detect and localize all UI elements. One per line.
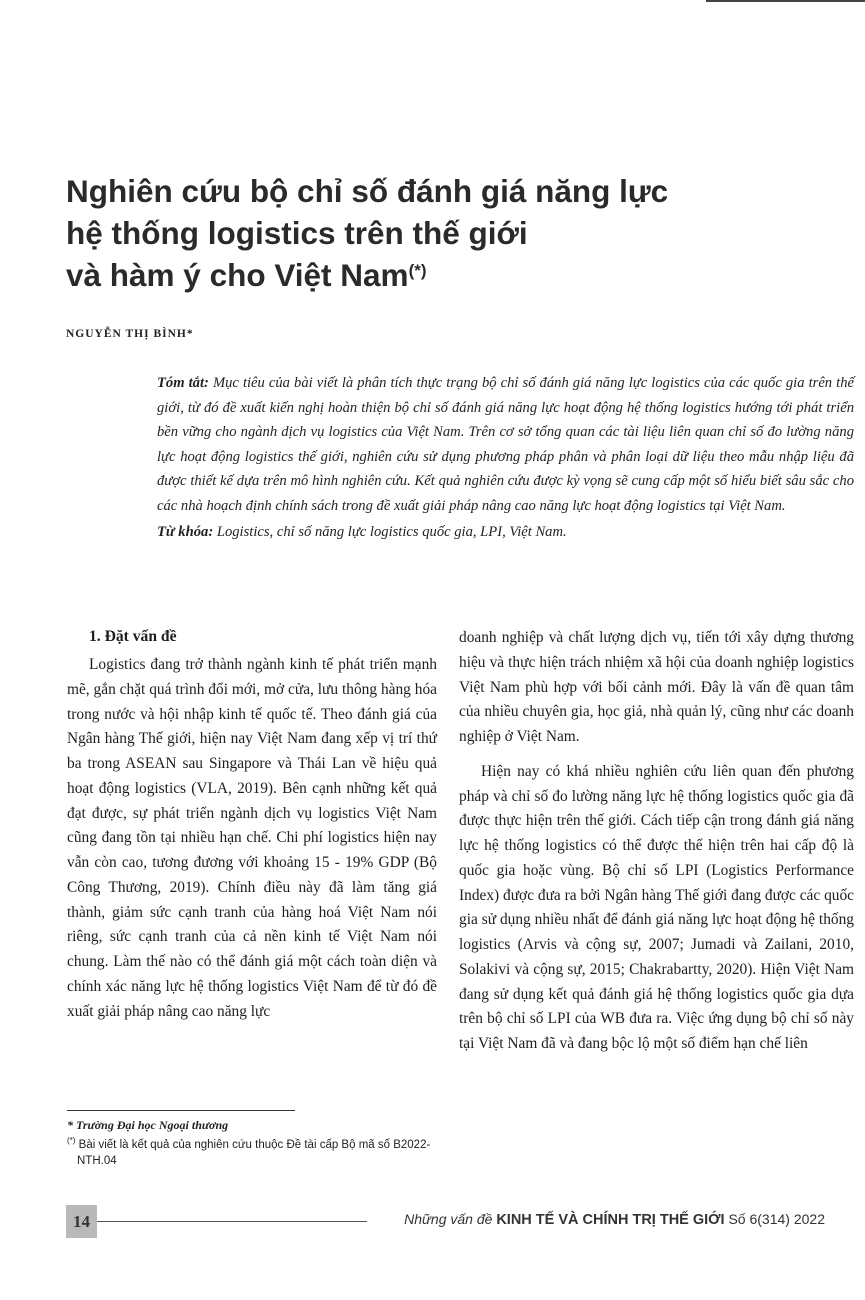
footnote-divider [67, 1110, 295, 1111]
abstract-text: Mục tiêu của bài viết là phân tích thực trạng bộ chỉ số đánh giá năng lực logistics của các quốc gia trên thế giới, từ đó đề xuất kiến nghị hoàn thiện bộ chỉ số đánh giá năng lực hoạt động hệ thống logistics hướng tới phát triển bền vững cho ngành dịch vụ logistics của Việt Nam. Trên cơ sở tổng quan các tài liệu liên quan chỉ số đo lường năng lực hoạt động logistics thế giới, nghiên cứu sử dụng phương pháp phân và phân loại dữ liệu theo mẫu nhập liệu đã được thiết kế dựa trên mô hình nghiên cứu. Kết quả nghiên cứu được kỳ vọng sẽ cung cấp một số hiểu biết sâu sắc cho các nhà hoạch định chính sách trong đề xuất giải pháp nâng cao năng lực hoạt động logistics tại Việt Nam. [157, 375, 854, 514]
body-paragraph-1-continued: doanh nghiệp và chất lượng dịch vụ, tiến tới xây dựng thương hiệu và thực hiện trách nhiệm xã hội của doanh nghiệp logistics Việt Nam phù hợp với bối cảnh mới. Đây là vấn đề quan tâm của nhiều chuyên gia, học giả, nhà quản lý, cũng như các doanh nghiệp ở Việt Nam. [459, 629, 854, 745]
footnotes [67, 1117, 447, 1169]
journal-footer [370, 1211, 825, 1228]
article-title [66, 170, 786, 296]
title-line-1: Nghiên cứu bộ chỉ số đánh giá năng lực [66, 173, 669, 209]
body-paragraph-1: Logistics đang trở thành ngành kinh tế phát triển mạnh mẽ, gắn chặt quá trình đổi mới, mở cửa, lưu thông hàng hóa trong nước và hội nhập kinh tế quốc tế. Theo đánh giá của Ngân hàng Thế giới, hiện nay Việt Nam đang xếp vị trí thứ ba trong ASEAN sau Singapore và Thái Lan về hiệu quả hoạt động logistics (VLA, 2019). Bên cạnh những kết quả đạt được, sự phát triển ngành dịch vụ logistics Việt Nam cũng đang tồn tại nhiều hạn chế. Chi phí logistics hiện nay vẫn còn cao, tương đương với khoảng 15 - 19% GDP (Bộ Công Thương, 2019). Chính điều này đã làm tăng giá thành, giảm sức cạnh tranh của hàng hoá Việt Nam nói riêng, sức cạnh tranh của cả nền kinh tế Việt Nam nói chung. Làm thế nào có thể đánh giá một cách toàn diện và chính xác năng lực hệ thống logistics Việt Nam để từ đó đề xuất giải pháp nâng cao năng lực [67, 656, 437, 1020]
keywords-label: Từ khóa: [157, 524, 214, 540]
title-line-2: hệ thống logistics trên thế giới [66, 215, 528, 251]
title-footnote-mark: (*) [408, 261, 427, 280]
column-right [459, 626, 854, 1057]
keywords-paragraph [157, 520, 854, 545]
top-rule [706, 0, 865, 2]
footer-rule [97, 1221, 367, 1222]
footnote-note-text: Bài viết là kết quả của nghiên cứu thuộc Đề tài cấp Bộ mã số B2022-NTH.04 [77, 1138, 431, 1167]
keywords-text: Logistics, chỉ số năng lực logistics quốc gia, LPI, Việt Nam. [216, 524, 567, 540]
journal-issue: Số 6(314) 2022 [728, 1211, 825, 1227]
footnote-note-mark: (*) [67, 1136, 76, 1145]
author-name: NGUYỄN THỊ BÌNH* [66, 328, 194, 340]
footnote-affiliation: * Trường Đại học Ngoại thương [67, 1118, 229, 1132]
title-line-3-text: và hàm ý cho Việt Nam [66, 257, 409, 293]
section-heading: 1. Đặt vấn đề [89, 628, 177, 645]
abstract-label: Tóm tắt: [157, 375, 209, 391]
body-paragraph-2: Hiện nay có khá nhiều nghiên cứu liên quan đến phương pháp và chỉ số đo lường năng lực hệ thống logistics quốc gia đã được thực hiện trên thế giới. Cách tiếp cận trong đánh giá năng lực hệ thống logistics có thể được thể hiện trên hai cấp độ là quốc gia hoặc vùng. Bộ chỉ số LPI (Logistics Performance Index) được đưa ra bởi Ngân hàng Thế giới đang được các quốc gia sử dụng nhiều nhất để đánh giá năng lực hoạt động hệ thống logistics (Arvis và cộng sự, 2007; Jumadi và Zailani, 2010, Solakivi và cộng sự, 2015; Chakrabartty, 2020). Hiện Việt Nam đang sử dụng kết quả đánh giá hệ thống logistics quốc gia dựa trên bộ chỉ số LPI của WB đưa ra. Việc ứng dụng bộ chỉ số này tại Việt Nam đã và đang bộc lộ một số điểm hạn chế liên [459, 762, 854, 1052]
footnote-note [67, 1133, 447, 1169]
journal-prefix: Những vấn đề [404, 1211, 493, 1227]
journal-name: KINH TẾ VÀ CHÍNH TRỊ THẾ GIỚI [496, 1212, 725, 1228]
abstract [157, 371, 854, 545]
title-line-3 [66, 254, 786, 296]
page-number: 14 [66, 1205, 97, 1238]
abstract-paragraph [157, 371, 854, 518]
column-left [67, 624, 437, 1024]
